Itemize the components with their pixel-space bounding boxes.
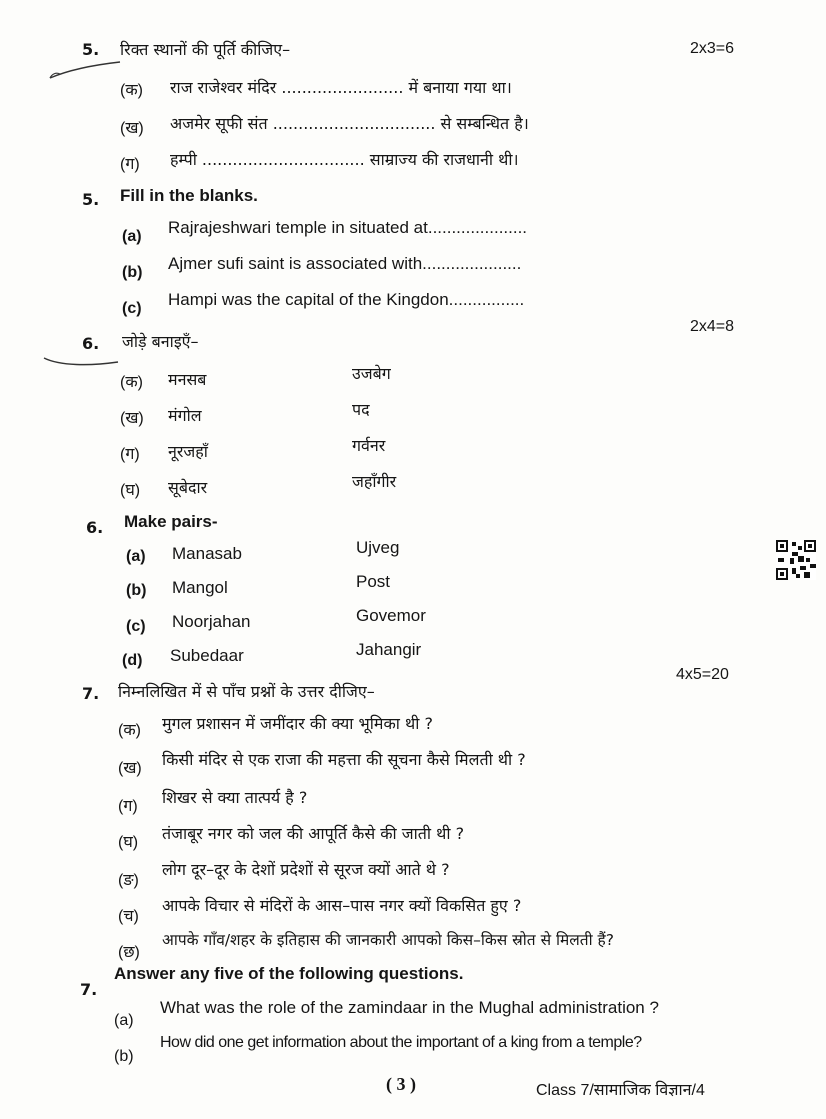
q5-hindi-item-text: हम्पी ................................ साम्राज्य की राजधानी थी।: [170, 150, 519, 169]
q5-hindi-item-label: (ख): [120, 120, 144, 137]
q5-english-item-label: (b): [122, 264, 143, 281]
q7-hindi-number: 7.: [82, 684, 100, 703]
q6-english-pair-label: (c): [126, 618, 146, 635]
q5-english-item-text: Ajmer sufi saint is associated with.....................: [168, 254, 522, 273]
pen-mark-icon: [44, 52, 124, 86]
q7-hindi-item-label: (घ): [118, 834, 139, 851]
q5-english-item-text: Hampi was the capital of the Kingdon................: [168, 290, 525, 309]
q5-hindi-item-text: अजमेर सूफी संत ................................ से सम्बन्धित है।: [170, 114, 529, 133]
q6-hindi-pair-right: जहाँगीर: [352, 472, 397, 491]
q7-english-item-text: How did one get information about the important of a king from a temple?: [160, 1034, 642, 1051]
q7-marks: 4x5=20: [676, 666, 729, 683]
q7-hindi-item-text: आपके विचार से मंदिरों के आस–पास नगर क्यों विकसित हुए ?: [162, 896, 522, 915]
q7-hindi-item-label: (च): [118, 908, 139, 925]
q7-english-title: Answer any five of the following questions.: [114, 964, 464, 983]
q6-hindi-pair-left: मनसब: [168, 370, 207, 389]
q7-hindi-item-text: मुगल प्रशासन में जमींदार की क्या भूमिका थी ?: [162, 714, 433, 733]
q6-hindi-pair-left: नूरजहाँ: [168, 442, 208, 461]
q7-english-item-label: (a): [114, 1012, 134, 1029]
q7-hindi-item-text: तंजाबूर नगर को जल की आपूर्ति कैसे की जाती थी ?: [162, 824, 465, 843]
q7-hindi-item-text: आपके गाँव/शहर के इतिहास की जानकारी आपको किस–किस स्रोत से मिलती हैं?: [162, 931, 615, 949]
q6-hindi-pair-label: (ख): [120, 410, 144, 427]
q7-hindi-item-text: शिखर से क्या तात्पर्य है ?: [162, 788, 308, 807]
qr-code-icon: [776, 540, 816, 580]
q6-english-pair-left: Subedaar: [170, 646, 244, 665]
q7-hindi-item-label: (ङ): [118, 872, 139, 889]
q7-hindi-item-label: (क): [118, 722, 141, 739]
q7-hindi-item-label: (ग): [118, 798, 138, 815]
q5-marks: 2x3=6: [690, 40, 735, 57]
q6-hindi-pair-label: (घ): [120, 482, 141, 499]
q5-hindi-item-label: (क): [120, 82, 143, 99]
q6-hindi-pair-label: (क): [120, 374, 143, 391]
q5-english-item-label: (c): [122, 300, 142, 317]
q5-hindi-item-label: (ग): [120, 156, 140, 173]
q7-hindi-item-text: लोग दूर–दूर के देशों प्रदेशों से सूरज क्यों आते थे ?: [162, 860, 450, 879]
q5-english-item-label: (a): [122, 228, 142, 245]
q6-hindi-pair-right: गर्वनर: [352, 436, 386, 455]
q7-english-number: 7.: [80, 980, 98, 999]
q5-hindi-item-text: राज राजेश्वर मंदिर ........................ में बनाया गया था।: [170, 78, 512, 97]
q6-english-title: Make pairs-: [124, 512, 218, 531]
pen-mark-icon: [40, 350, 120, 374]
q6-hindi-pair-left: मंगोल: [168, 406, 202, 425]
q6-english-pair-left: Manasab: [172, 544, 242, 563]
q5-english-title: Fill in the blanks.: [120, 186, 258, 205]
q6-english-pair-left: Noorjahan: [172, 612, 251, 631]
q7-hindi-item-label: (ख): [118, 760, 142, 777]
q6-english-number: 6.: [86, 518, 104, 537]
q6-english-pair-left: Mangol: [172, 578, 228, 597]
q7-hindi-item-text: किसी मंदिर से एक राजा की महत्ता की सूचना कैसे मिलती थी ?: [162, 750, 526, 769]
q6-marks: 2x4=8: [690, 318, 735, 335]
page-number: ( 3 ): [386, 1074, 416, 1094]
q6-english-pair-right: Post: [356, 572, 391, 591]
q6-english-pair-label: (d): [122, 652, 143, 669]
q7-english-item-label: (b): [114, 1048, 134, 1065]
q6-hindi-pair-left: सूबेदार: [168, 478, 208, 497]
q6-hindi-pair-label: (ग): [120, 446, 140, 463]
q7-english-item-text: What was the role of the zamindaar in the Mughal administration ?: [160, 998, 659, 1017]
q7-hindi-item-label: (छ): [118, 944, 140, 961]
q6-english-pair-right: Ujveg: [356, 538, 400, 557]
q6-english-pair-right: Govemor: [356, 606, 426, 625]
q6-hindi-pair-right: पद: [352, 400, 370, 419]
q6-english-pair-label: (b): [126, 582, 147, 599]
q6-english-pair-right: Jahangir: [356, 640, 422, 659]
q5-english-item-text: Rajrajeshwari temple in situated at.....................: [168, 218, 528, 237]
footer-class-label: Class 7/सामाजिक विज्ञान/4: [536, 1082, 705, 1099]
q7-hindi-title: निम्नलिखित में से पाँच प्रश्नों के उत्तर दीजिए–: [118, 682, 375, 701]
q5-hindi-title: रिक्त स्थानों की पूर्ति कीजिए–: [120, 40, 291, 59]
q6-english-pair-label: (a): [126, 548, 146, 565]
q6-hindi-pair-right: उजबेग: [352, 364, 391, 383]
q6-hindi-title: जोड़े बनाइएँ–: [122, 332, 199, 351]
q6-hindi-number: 6.: [82, 334, 100, 353]
q5-english-number: 5.: [82, 190, 100, 209]
q5-hindi-number: 5.: [82, 40, 100, 59]
